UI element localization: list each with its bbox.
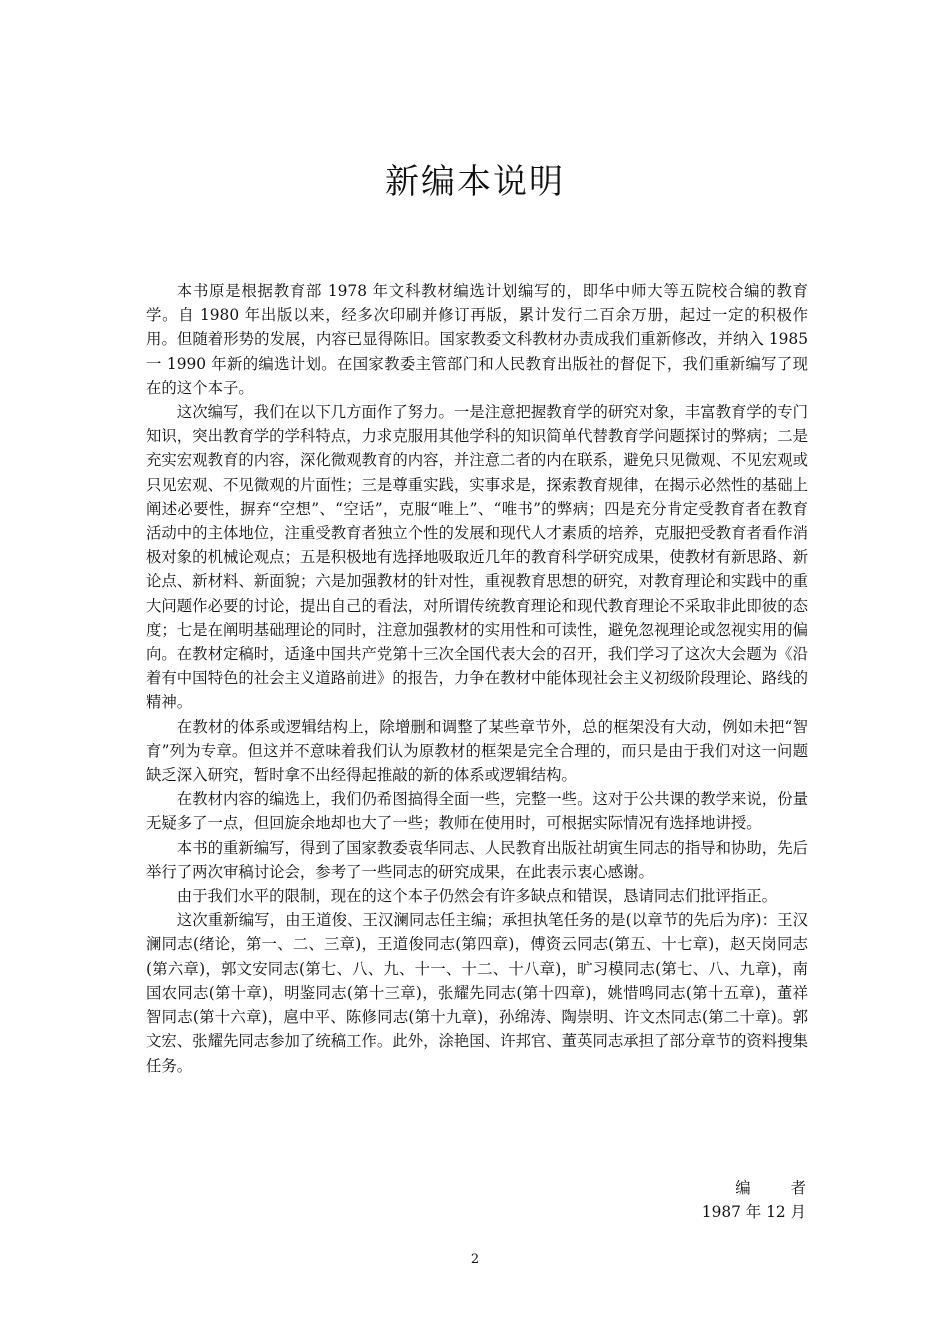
- page-title: 新编本说明: [385, 162, 565, 202]
- signature-author: [600, 1176, 846, 1200]
- paragraph-6: 由于我们水平的限制，现在的这个本子仍然会有许多缺点和错误，恳请同志们批评指正。: [176, 887, 778, 906]
- signature-author-text: 编者: [735, 1179, 846, 1197]
- paragraph-4: 在教材内容的编选上，我们仍希图搞得全面一些，完整一些。这对于公共课的教学来说，份量无疑多了一点，但回旋余地却也大了一些；教师在使用时，可根据实际情况有选择地讲授。: [146, 790, 808, 833]
- paragraph-3: 在教材的体系或逻辑结构上，除增删和调整了某些章节外，总的框架没有大动，例如未把“智育”列为专章。但这并不意味着我们认为原教材的框架是完全合理的，而只是由于我们对这一问题缺乏深入研究，暂时拿不出经得起推敲的新的体系或逻辑结构。: [146, 717, 808, 785]
- page-number: 2: [470, 1252, 480, 1267]
- paragraph-2: 这次编写，我们在以下几方面作了努力。一是注意把握教育学的研究对象，丰富教育学的专门知识，突出教育学的学科特点，力求克服用其他学科的知识简单代替教育学问题探讨的弊病；二是充实宏观教育的内容，深化微观教育的内容，并注意二者的内在联系，避免只见微观、不见宏观或只见宏观、不见微观的片面性；三是尊重实践，实事求是，探索教育规律，在揭示必然性的基础上阐述必要性，摒弃“空想”、“空话”，克服“唯上”、“唯书”的弊病；四是充分肯定受教育者在教育活动中的主体地位，注重受教育者独立个性的发展和现代人才素质的培养，克服把受教育者看作消极对象的机械论观点；五是积极地有选择地吸取近几年的教育科学研究成果，使教材有新思路、新论点、新材料、新面貌；六是加强教材的针对性，重视教育思想的研究，对教育理论和实践中的重大问题作必要的讨论，提出自己的看法，对所谓传统教育理论和现代教育理论不采取非此即彼的态度；七是在阐明基础理论的同时，注意加强教材的实用性和可读性，避免忽视理论或忽视实用的偏向。在教材定稿时，适逢中国共产党第十三次全国代表大会的召开，我们学习了这次大会题为《沿着有中国特色的社会主义道路前进》的报告，力争在教材中能体现社会主义初级阶段理论、路线的精神。: [146, 403, 808, 712]
- signature-date: 1987 年 12 月: [701, 1203, 806, 1221]
- paragraph-1: 本书原是根据教育部 1978 年文科教材编选计划编写的，即华中师大等五院校合编的教育学。自 1980 年出版以来，经多次印刷并修订再版，累计发行二百余万册，起过一定的积极作用。但随着形势的发展，内容已显得陈旧。国家教委文科教材办责成我们重新修改，并纳入 1985 一 1990 年新的编选计划。在国家教委主管部门和人民教育出版社的督促下，我们重新编写了现在的这个本子。: [146, 282, 808, 397]
- paragraph-7: 这次重新编写，由王道俊、王汉澜同志任主编；承担执笔任务的是(以章节的先后为序)：王汉澜同志(绪论，第一、二、三章)，王道俊同志(第四章)，傅资云同志(第五、十七章)，赵天岗同志(第六章)，郭文安同志(第七、八、九、十一、十二、十八章)，旷习模同志(第七、八、九章)，南国农同志(第十章)，明鉴同志(第十三章)，张耀先同志(第十四章)，姚惜鸣同志(第十五章)，董祥智同志(第十六章)，扈中平、陈修同志(第十九章)，孙绵涛、陶崇明、许文杰同志(第二十章)。郭文宏、张耀先同志参加了统稿工作。此外，涂艳国、许邦官、董英同志承担了部分章节的资料搜集任务。: [146, 911, 808, 1075]
- document-body: [146, 279, 808, 1078]
- paragraph-5: 本书的重新编写，得到了国家教委袁华同志、人民教育出版社胡寅生同志的指导和协助，先后举行了两次审稿讨论会，参考了一些同志的研究成果，在此表示衷心感谢。: [146, 838, 808, 881]
